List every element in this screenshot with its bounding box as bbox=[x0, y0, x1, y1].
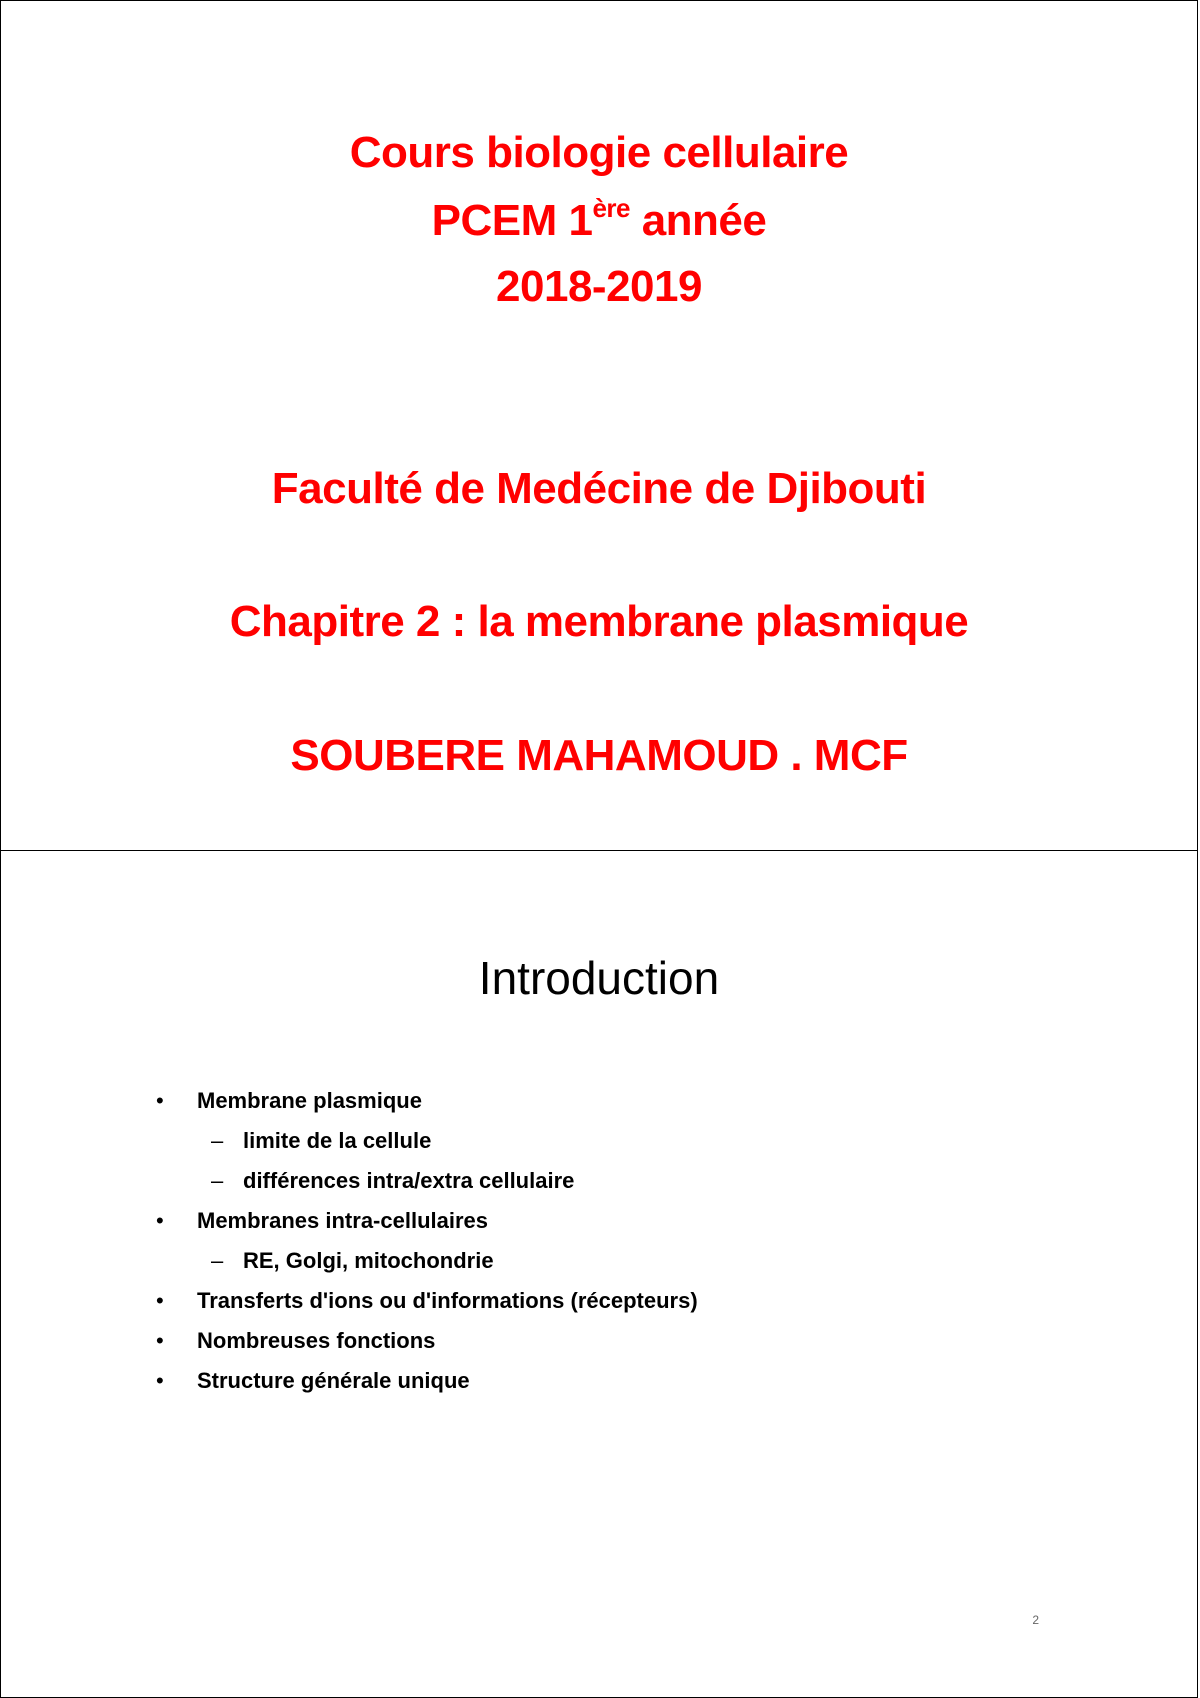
dash-marker: – bbox=[211, 1168, 224, 1193]
slide-title: Introduction bbox=[478, 952, 720, 1004]
bullet-text: limite de la cellule bbox=[243, 1128, 432, 1153]
sub-bullet-item bbox=[153, 1241, 698, 1281]
bullet-item bbox=[153, 1361, 698, 1401]
bullet-marker: • bbox=[156, 1328, 164, 1353]
bullet-text: Membranes intra-cellulaires bbox=[197, 1208, 489, 1233]
dash-marker: – bbox=[211, 1248, 224, 1273]
bullet-text: Structure générale unique bbox=[197, 1368, 470, 1393]
dash-marker: – bbox=[211, 1128, 224, 1153]
bullet-item bbox=[153, 1281, 698, 1321]
page-number: 2 bbox=[1032, 1613, 1039, 1627]
course-level-end: année bbox=[629, 196, 767, 245]
bullet-text: Membrane plasmique bbox=[197, 1088, 422, 1113]
bullet-text: Transferts d'ions ou d'informations (récepteurs) bbox=[197, 1288, 698, 1313]
bullet-marker: • bbox=[156, 1288, 164, 1313]
sub-bullet-item bbox=[153, 1121, 698, 1161]
faculty-name: Faculté de Medécine de Djibouti bbox=[271, 464, 927, 513]
course-level-main: PCEM 1 bbox=[431, 196, 593, 245]
bullet-text: Nombreuses fonctions bbox=[197, 1328, 436, 1353]
chapter-title: Chapitre 2 : la membrane plasmique bbox=[229, 597, 969, 646]
bullet-marker: • bbox=[156, 1368, 164, 1393]
bullet-item bbox=[153, 1081, 698, 1121]
bullet-list bbox=[153, 1081, 698, 1401]
author-name: SOUBERE MAHAMOUD . MCF bbox=[290, 731, 908, 780]
sub-bullet-item bbox=[153, 1161, 698, 1201]
bullet-item bbox=[153, 1201, 698, 1241]
bullet-item bbox=[153, 1321, 698, 1361]
bullet-text: différences intra/extra cellulaire bbox=[243, 1168, 575, 1193]
course-level bbox=[1, 193, 1197, 249]
course-title: Cours biologie cellulaire bbox=[349, 128, 849, 177]
course-level-superscript: ère bbox=[592, 193, 630, 223]
bullet-marker: • bbox=[156, 1088, 164, 1113]
academic-year: 2018-2019 bbox=[496, 262, 702, 311]
bullet-marker: • bbox=[156, 1208, 164, 1233]
introduction-slide bbox=[0, 851, 1198, 1698]
bullet-text: RE, Golgi, mitochondrie bbox=[243, 1248, 494, 1273]
